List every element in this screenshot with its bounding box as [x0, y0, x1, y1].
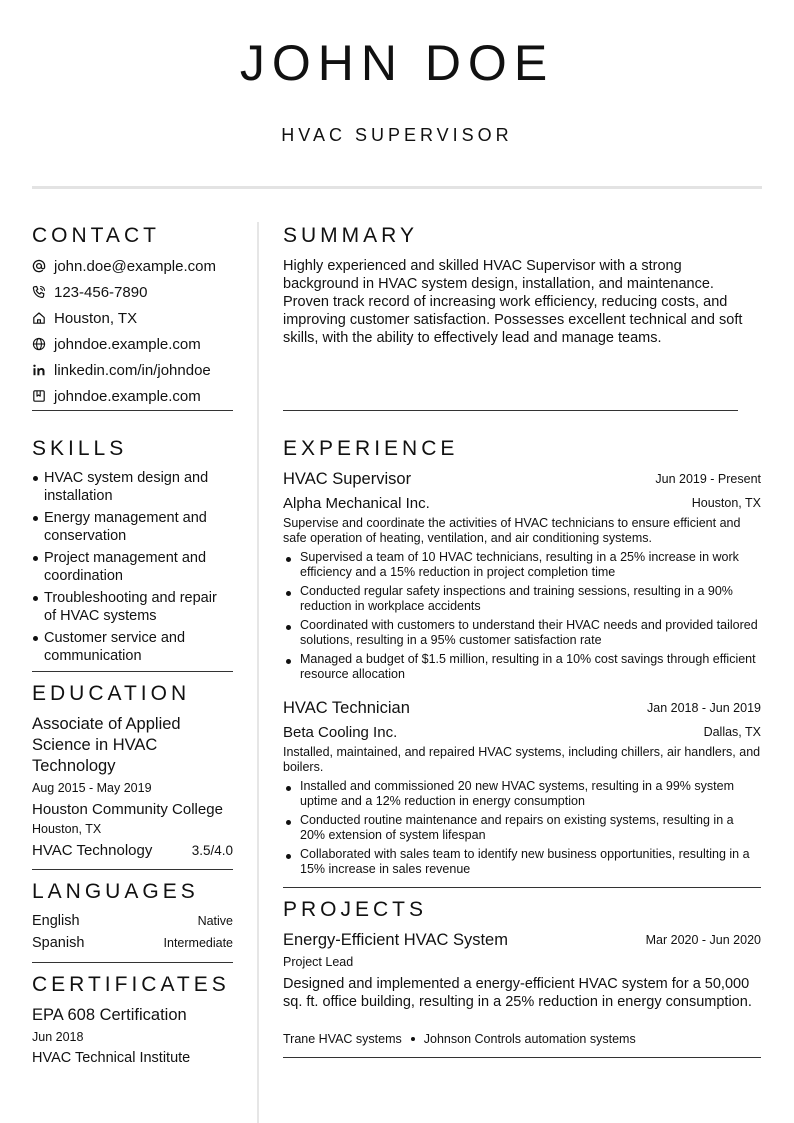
job-title: HVAC SUPERVISOR — [281, 125, 513, 145]
projects-heading: PROJECTS — [283, 898, 428, 921]
job-company: Beta Cooling Inc. — [283, 724, 398, 741]
language-level: Native — [197, 914, 233, 928]
contact-heading: CONTACT — [32, 224, 160, 247]
certificates-heading: CERTIFICATES — [32, 973, 230, 996]
job-description: Supervise and coordinate the activities of HVAC technicians to ensure efficient and safe operation of heating, ventilation, and air conditioning systems. — [283, 516, 741, 545]
list-item: Customer service and communication — [32, 629, 232, 665]
summary-divider — [283, 410, 738, 411]
list-item: HVAC system design and installation — [32, 469, 232, 505]
job-location: Dallas, TX — [703, 725, 761, 739]
list-item: Troubleshooting and repair of HVAC systems — [32, 589, 232, 625]
project-title: Energy-Efficient HVAC System — [283, 931, 508, 949]
list-item: Managed a budget of $1.5 million, resulting in a 10% cost savings through efficient resource allocation — [283, 652, 761, 682]
summary-text: Highly experienced and skilled HVAC Supervisor with a strong background in HVAC system design, installation, and maintenance. Proven track record of increasing work efficiency, reducing costs, and improving customer satisfaction. Possesses excellent technical and soft skills, with the ability to effectively lead and manage teams. — [283, 258, 743, 346]
at-icon — [32, 259, 46, 273]
education-location: Houston, TX — [32, 822, 102, 836]
contact-location: Houston, TX — [32, 308, 137, 328]
candidate-name: JOHN DOE — [239, 35, 555, 91]
project-role: Project Lead — [283, 955, 354, 969]
projects-divider — [283, 1057, 761, 1058]
list-item: Conducted routine maintenance and repairs on existing systems, resulting in a 20% extension of system lifespan — [283, 813, 761, 843]
project-tech-item: Trane HVAC systems — [283, 1032, 402, 1046]
job-achievements — [283, 550, 761, 686]
language-name: English — [32, 913, 80, 929]
list-item: Collaborated with sales team to identify new business opportunities, resulting in a 15% increase in sales revenue — [283, 847, 761, 877]
job-description: Installed, maintained, and repaired HVAC systems, including chillers, air handlers, and boilers. — [283, 745, 761, 774]
contact-phone[interactable]: 123-456-7890 — [32, 282, 147, 302]
list-item: Installed and commissioned 20 new HVAC systems, resulting in a 99% system uptime and a 12% reduction in energy consumption — [283, 779, 761, 809]
experience-divider — [283, 887, 761, 888]
portfolio-icon — [32, 389, 46, 403]
skills-list — [32, 469, 232, 669]
certificate-issuer: HVAC Technical Institute — [32, 1050, 191, 1066]
certificate-date: Jun 2018 — [32, 1030, 84, 1044]
language-name: Spanish — [32, 935, 85, 951]
skills-divider — [32, 671, 233, 672]
project-description: Designed and implemented a energy-efficient HVAC system for a 50,000 sq. ft. office building, resulting in a 25% reduction in energy consumption. — [283, 976, 752, 1010]
project-tech-item: Johnson Controls automation systems — [423, 1032, 636, 1046]
languages-divider — [32, 962, 233, 963]
header-divider — [32, 186, 762, 189]
education-gpa: 3.5/4.0 — [191, 843, 233, 858]
education-degree: Associate of Applied Science in HVAC Technology — [32, 715, 181, 775]
contact-website[interactable]: johndoe.example.com — [32, 334, 201, 354]
education-field: HVAC Technology — [32, 842, 153, 859]
languages-heading: LANGUAGES — [32, 880, 199, 903]
job-dates: Jan 2018 - Jun 2019 — [647, 701, 761, 715]
job-title: HVAC Technician — [283, 699, 410, 717]
project-tech-list — [283, 1032, 636, 1046]
experience-heading: EXPERIENCE — [283, 437, 459, 460]
globe-icon — [32, 337, 46, 351]
contact-portfolio[interactable]: johndoe.example.com — [32, 386, 201, 406]
job-location: Houston, TX — [691, 496, 761, 510]
education-dates: Aug 2015 - May 2019 — [32, 781, 152, 795]
separator-dot — [411, 1037, 415, 1041]
list-item: Supervised a team of 10 HVAC technicians, resulting in a 25% increase in work efficiency and a 15% reduction in project completion time — [283, 550, 761, 580]
linkedin-icon — [32, 363, 46, 377]
job-title: HVAC Supervisor — [283, 470, 412, 488]
language-level: Intermediate — [163, 936, 233, 950]
contact-divider — [32, 410, 233, 411]
summary-heading: SUMMARY — [283, 224, 418, 247]
phone-icon — [32, 285, 46, 299]
contact-email[interactable]: john.doe@example.com — [32, 256, 216, 276]
column-divider — [257, 222, 259, 1123]
list-item: Conducted regular safety inspections and training sessions, resulting in a 90% reduction in workplace accidents — [283, 584, 761, 614]
certificate-name: EPA 608 Certification — [32, 1006, 187, 1024]
education-school: Houston Community College — [32, 801, 223, 818]
contact-linkedin[interactable]: linkedin.com/in/johndoe — [32, 360, 211, 380]
skills-heading: SKILLS — [32, 437, 128, 460]
list-item: Energy management and conservation — [32, 509, 232, 545]
education-divider — [32, 869, 233, 870]
project-dates: Mar 2020 - Jun 2020 — [645, 933, 761, 947]
job-dates: Jun 2019 - Present — [655, 472, 761, 486]
job-achievements — [283, 779, 761, 881]
home-icon — [32, 311, 46, 325]
list-item: Coordinated with customers to understand their HVAC needs and provided tailored solutions, resulting in a 95% customer satisfaction rate — [283, 618, 761, 648]
list-item: Project management and coordination — [32, 549, 232, 585]
education-heading: EDUCATION — [32, 682, 191, 705]
job-company: Alpha Mechanical Inc. — [283, 495, 430, 512]
